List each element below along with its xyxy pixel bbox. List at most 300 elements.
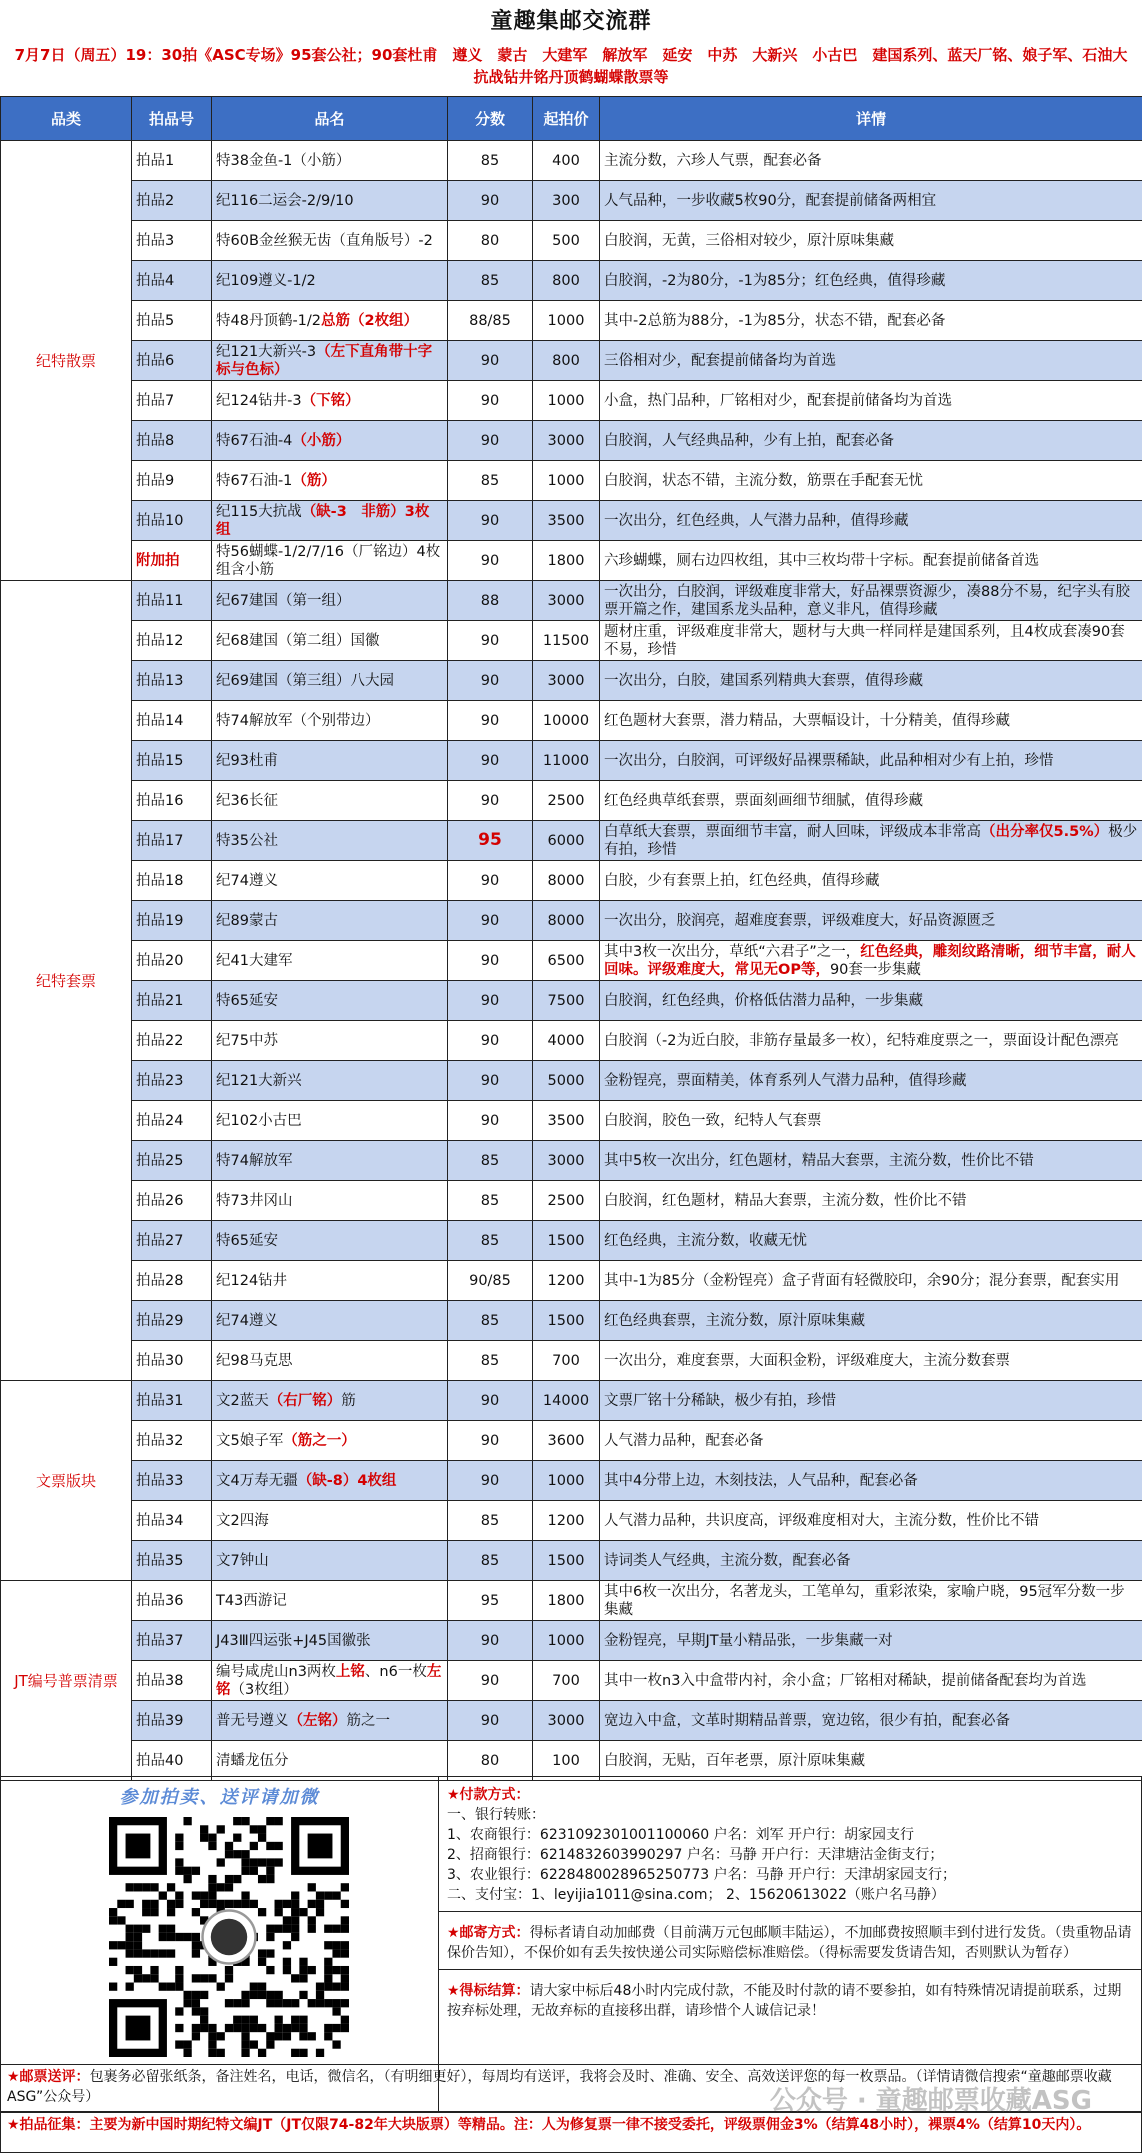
- lot-cell: [132, 1381, 212, 1421]
- score-value: 90: [480, 432, 500, 449]
- lot-number: 拍品33: [136, 1472, 184, 1489]
- item-name-highlight: （小筋）: [292, 432, 351, 449]
- detail-cell: [600, 1061, 1142, 1101]
- lot-number: 拍品25: [136, 1152, 184, 1169]
- detail-cell: [600, 1221, 1142, 1261]
- score-value: 90: [480, 1712, 500, 1729]
- price-value: 6000: [547, 832, 585, 849]
- detail-text: 一次出分，难度套票，大面积金粉，评级难度大，主流分数套票: [604, 1352, 1010, 1369]
- price-value: 3600: [547, 1432, 585, 1449]
- price-value: 8000: [547, 912, 585, 929]
- item-name: 纪93杜甫: [216, 752, 278, 769]
- detail-text: 一次出分，胶润亮，超难度套票，评级难度大，好品资源匮乏: [604, 912, 996, 929]
- price-value: 11000: [542, 752, 590, 769]
- lot-number: 拍品34: [136, 1512, 184, 1529]
- price-value: 1200: [547, 1512, 585, 1529]
- table-row: [1, 1021, 1142, 1061]
- lot-cell: [132, 141, 212, 181]
- price-cell: [533, 381, 600, 421]
- detail-cell: [600, 141, 1142, 181]
- lot-number: 拍品40: [136, 1752, 184, 1769]
- footer-panel: [0, 1776, 1142, 2113]
- table-row: [1, 1701, 1142, 1741]
- score-cell: [448, 821, 533, 861]
- price-value: 11500: [542, 632, 590, 649]
- item-name: 特35公社: [216, 832, 278, 849]
- detail-cell: [600, 941, 1142, 981]
- item-name: 纪41大建军: [216, 952, 293, 969]
- score-value: 90: [480, 1392, 500, 1409]
- score-cell: [448, 1541, 533, 1581]
- score-cell: [448, 701, 533, 741]
- name-cell: [212, 1741, 448, 1781]
- score-cell: [448, 381, 533, 421]
- item-name: 纪98马克思: [216, 1352, 293, 1369]
- score-value: 90: [480, 1072, 500, 1089]
- score-cell: [448, 981, 533, 1021]
- lot-number: 拍品20: [136, 952, 184, 969]
- lot-number: 拍品35: [136, 1552, 184, 1569]
- header-category: 品类: [1, 97, 132, 141]
- name-cell: [212, 581, 448, 621]
- score-value: 90/85: [469, 1272, 511, 1289]
- score-value: 90: [480, 912, 500, 929]
- score-value: 90: [480, 512, 500, 529]
- score-value: 85: [480, 1232, 500, 1249]
- item-name: 特67石油-4: [216, 432, 293, 449]
- detail-cell: [600, 861, 1142, 901]
- table-row: [1, 381, 1142, 421]
- item-name: 纪124钻井: [216, 1272, 288, 1289]
- bank-line-1: 1、农商银行：6231092301001100060 户名：刘军 开户行：胡家园支行: [447, 1827, 915, 1843]
- table-row: [1, 461, 1142, 501]
- lot-number: 拍品16: [136, 792, 184, 809]
- price-cell: [533, 821, 600, 861]
- score-cell: [448, 1501, 533, 1541]
- score-cell: [448, 1101, 533, 1141]
- table-header-row: [1, 97, 1142, 141]
- price-value: 500: [552, 232, 580, 249]
- detail-cell: [600, 541, 1142, 581]
- lot-cell: [132, 661, 212, 701]
- detail-text: 主流分数，六珍人气票，配套必备: [604, 152, 822, 169]
- detail-cell: [600, 1701, 1142, 1741]
- detail-cell: [600, 461, 1142, 501]
- detail-text: 其中6枚一次出分，名著龙头，工笔单勾，重彩浓染，家喻户晓，95冠军分数一步集藏: [604, 1583, 1125, 1618]
- lot-cell: [132, 1021, 212, 1061]
- lot-cell: [132, 1221, 212, 1261]
- detail-text: 人气潜力品种，配套必备: [604, 1432, 764, 1449]
- name-cell: [212, 1541, 448, 1581]
- lot-cell: [132, 301, 212, 341]
- price-value: 1500: [547, 1552, 585, 1569]
- price-value: 400: [552, 152, 580, 169]
- price-cell: [533, 1621, 600, 1661]
- item-name: 特65延安: [216, 992, 278, 1009]
- price-cell: [533, 461, 600, 501]
- detail-text: 红色经典草纸套票，票面刻画细节细腻，值得珍藏: [604, 792, 923, 809]
- lot-cell: [132, 181, 212, 221]
- price-cell: [533, 661, 600, 701]
- detail-text: 其中4分带上边，木刻技法，人气品种，配套必备: [604, 1472, 918, 1489]
- table-row: [1, 141, 1142, 181]
- item-name-highlight: （缺-8）4枚组: [297, 1472, 397, 1489]
- lot-number: 拍品3: [136, 232, 175, 249]
- score-value: 90: [480, 752, 500, 769]
- detail-cell: [600, 661, 1142, 701]
- score-cell: [448, 901, 533, 941]
- lot-number: 拍品11: [136, 592, 184, 609]
- price-cell: [533, 541, 600, 581]
- detail-text: 金粉锃亮，早期JT量小精品张，一步集藏一对: [604, 1632, 893, 1649]
- score-cell: [448, 1061, 533, 1101]
- lot-cell: [132, 381, 212, 421]
- price-cell: [533, 1181, 600, 1221]
- appraisal-header: ★邮票送评：: [7, 2069, 90, 2085]
- item-name-highlight-2: 左铭: [216, 1663, 442, 1698]
- detail-text: 题材庄重，评级难度非常大，题材与大典一样同样是建国系列，且4枚成套凑90套不易，珍惜: [604, 623, 1125, 658]
- score-cell: [448, 501, 533, 541]
- lot-cell: [132, 1581, 212, 1621]
- score-cell: [448, 661, 533, 701]
- detail-cell: [600, 1661, 1142, 1701]
- score-cell: [448, 261, 533, 301]
- table-row: [1, 1421, 1142, 1461]
- detail-text: 一次出分，白胶，建国系列精典大套票，值得珍藏: [604, 672, 923, 689]
- item-name: 纪116二运会-2/9/10: [216, 192, 354, 209]
- score-value: 90: [480, 552, 500, 569]
- price-value: 700: [552, 1352, 580, 1369]
- score-cell: [448, 1301, 533, 1341]
- price-value: 100: [552, 1752, 580, 1769]
- score-cell: [448, 1221, 533, 1261]
- lot-cell: [132, 1501, 212, 1541]
- detail-cell: [600, 1381, 1142, 1421]
- price-value: 6500: [547, 952, 585, 969]
- name-cell: [212, 981, 448, 1021]
- score-value: 90: [480, 712, 500, 729]
- detail-text: 其中3枚一次出分，草纸“六君子”之一，: [604, 943, 861, 960]
- auction-table: [0, 96, 1142, 1781]
- table-row: [1, 1181, 1142, 1221]
- item-name: 纪121大新兴: [216, 1072, 302, 1089]
- lot-number: 拍品23: [136, 1072, 184, 1089]
- detail-cell: [600, 381, 1142, 421]
- score-value: 90: [480, 1672, 500, 1689]
- score-cell: [448, 1701, 533, 1741]
- price-cell: [533, 221, 600, 261]
- detail-text: 诗词类人气经典，主流分数，配套必备: [604, 1552, 851, 1569]
- name-cell: [212, 461, 448, 501]
- price-value: 8000: [547, 872, 585, 889]
- bank-line-2: 2、招商银行：6214832603990297 户名：马静 开户行：天津塘沽金街支行；: [447, 1847, 944, 1863]
- table-row: [1, 901, 1142, 941]
- table-row: [1, 821, 1142, 861]
- score-value: 88: [480, 592, 500, 609]
- score-value: 90: [480, 1472, 500, 1489]
- detail-text: 人气品种，一步收藏5枚90分，配套提前储备两相宜: [604, 192, 937, 209]
- qr-section: [1, 1777, 439, 2112]
- item-name: 清蟠龙伍分: [216, 1752, 289, 1769]
- price-cell: [533, 1021, 600, 1061]
- price-cell: [533, 261, 600, 301]
- item-name: 特73井冈山: [216, 1192, 293, 1209]
- lot-number: 拍品12: [136, 632, 184, 649]
- price-value: 7500: [547, 992, 585, 1009]
- price-value: 800: [552, 272, 580, 289]
- lot-number: 拍品27: [136, 1232, 184, 1249]
- price-cell: [533, 1461, 600, 1501]
- price-value: 1800: [547, 1592, 585, 1609]
- table-row: [1, 1621, 1142, 1661]
- score-value: 90: [480, 192, 500, 209]
- detail-text: 白胶润，无黄，三俗相对较少，原汁原味集藏: [604, 232, 894, 249]
- item-name: 纪89蒙古: [216, 912, 278, 929]
- detail-cell: [600, 1501, 1142, 1541]
- price-value: 1500: [547, 1312, 585, 1329]
- price-cell: [533, 1501, 600, 1541]
- price-cell: [533, 941, 600, 981]
- detail-text: 白胶，少有套票上拍，红色经典，值得珍藏: [604, 872, 880, 889]
- detail-text: 白草纸大套票，票面细节丰富，耐人回味，评级成本非常高: [604, 823, 981, 840]
- table-row: [1, 1301, 1142, 1341]
- price-cell: [533, 741, 600, 781]
- bank-title: 一、银行转账：: [447, 1807, 545, 1823]
- price-cell: [533, 301, 600, 341]
- lot-number: 拍品30: [136, 1352, 184, 1369]
- price-cell: [533, 501, 600, 541]
- item-name-highlight: （下铭）: [301, 392, 360, 409]
- score-cell: [448, 461, 533, 501]
- table-row: [1, 341, 1142, 381]
- score-cell: [448, 1461, 533, 1501]
- score-value: 88/85: [469, 312, 511, 329]
- name-cell: [212, 1341, 448, 1381]
- payment-section: [439, 1777, 1141, 2112]
- price-value: 3000: [547, 1152, 585, 1169]
- score-cell: [448, 1581, 533, 1621]
- price-cell: [533, 781, 600, 821]
- score-cell: [448, 1381, 533, 1421]
- lot-cell: [132, 821, 212, 861]
- score-cell: [448, 301, 533, 341]
- item-name-highlight: （筋之一）: [283, 1432, 356, 1449]
- table-row: [1, 701, 1142, 741]
- lot-number: 拍品36: [136, 1592, 184, 1609]
- item-name: 普无号遵义: [216, 1712, 289, 1729]
- alipay-line: 二、支付宝：1、leyijia1011@sina.com； 2、15620613022（账户名马静）: [447, 1887, 945, 1903]
- detail-cell: [600, 1581, 1142, 1621]
- page-subtitle: 7月7日（周五）19：30拍《ASC专场》95套公社；90套杜甫 遵义 蒙古 大建军 解放军 延安 中苏 大新兴 小古巴 建国系列、蓝天厂铭、娘子军、石油大抗战钻井铭丹顶鹤蝴蝶散票等: [14, 46, 1128, 86]
- lot-number: 拍品13: [136, 672, 184, 689]
- detail-text: 其中5枚一次出分，红色题材，精品大套票，主流分数，性价比不错: [604, 1152, 1034, 1169]
- lot-number: 拍品29: [136, 1312, 184, 1329]
- item-name: T43西游记: [216, 1592, 287, 1609]
- score-value: 80: [480, 1752, 500, 1769]
- lot-cell: [132, 341, 212, 381]
- score-value: 85: [480, 1352, 500, 1369]
- price-value: 3000: [547, 592, 585, 609]
- item-name: 纪74遵义: [216, 1312, 278, 1329]
- lot-cell: [132, 1541, 212, 1581]
- detail-text: 其中一枚n3入中盒带内衬，余小盒；厂铭相对稀缺，提前储备配套均为首选: [604, 1672, 1087, 1689]
- table-row: [1, 421, 1142, 461]
- lot-cell: [132, 1301, 212, 1341]
- name-cell: [212, 541, 448, 581]
- detail-text: 白胶润，胶色一致，纪特人气套票: [604, 1112, 822, 1129]
- name-cell: [212, 1101, 448, 1141]
- lot-number: 拍品9: [136, 472, 175, 489]
- name-cell: [212, 261, 448, 301]
- detail-text: 白胶润，红色经典，价格低估潜力品种，一步集藏: [604, 992, 923, 1009]
- score-value: 95: [478, 830, 502, 850]
- item-name: 纪102小古巴: [216, 1112, 302, 1129]
- price-value: 3000: [547, 672, 585, 689]
- score-cell: [448, 1021, 533, 1061]
- detail-cell: [600, 1021, 1142, 1061]
- name-cell: [212, 1061, 448, 1101]
- detail-text: 白胶润，红色题材，精品大套票，主流分数，性价比不错: [604, 1192, 967, 1209]
- score-cell: [448, 221, 533, 261]
- collection-note: ★拍品征集：主要为新中国时期纪特文编JT（JT仅限74-82年大块版票）等精品。注：人为修复票一律不接受委托，评级票佣金3%（结算48小时），裸票4%（结算10天内）。: [0, 2112, 1142, 2153]
- wechat-qr-icon[interactable]: [109, 1817, 349, 2057]
- price-value: 1000: [547, 472, 585, 489]
- score-cell: [448, 341, 533, 381]
- detail-cell: [600, 821, 1142, 861]
- name-cell: [212, 301, 448, 341]
- header-lot: 拍品号: [132, 97, 212, 141]
- mail-text: 得标者请自动加邮费（目前满万元包邮顺丰陆运），不加邮费按照顺丰到付进行发货。（贵重物品请保价告知），不保价如有丢失按快递公司实际赔偿标准赔偿。（得标需要发货请告知，否则默认为暂存）: [447, 1925, 1132, 1961]
- header-price: 起拍价: [533, 97, 600, 141]
- price-value: 4000: [547, 1032, 585, 1049]
- score-value: 90: [480, 952, 500, 969]
- score-value: 85: [480, 152, 500, 169]
- table-row: [1, 1661, 1142, 1701]
- detail-text: 白胶润，-2为80分，-1为85分；红色经典，值得珍藏: [604, 272, 946, 289]
- lot-cell: [132, 581, 212, 621]
- score-value: 90: [480, 1112, 500, 1129]
- detail-text: 一次出分，红色经典，人气潜力品种，值得珍藏: [604, 512, 909, 529]
- price-cell: [533, 1301, 600, 1341]
- lot-cell: [132, 1101, 212, 1141]
- detail-tail: 极少有拍，珍惜: [604, 823, 1138, 858]
- price-value: 1000: [547, 392, 585, 409]
- bank-line-3: 3、农业银行：6228480028965250773 户名：马静 开户行：天津胡家园支行；: [447, 1867, 957, 1883]
- price-value: 1500: [547, 1232, 585, 1249]
- detail-text: 红色经典，主流分数，收藏无忧: [604, 1232, 807, 1249]
- item-name-highlight: （右厂铭）: [268, 1392, 342, 1409]
- lot-cell: [132, 1061, 212, 1101]
- price-cell: [533, 701, 600, 741]
- name-cell: [212, 1501, 448, 1541]
- price-value: 5000: [547, 1072, 585, 1089]
- score-cell: [448, 1661, 533, 1701]
- item-name-highlight: （左下直角带十字标与色标）: [216, 343, 433, 378]
- lot-cell: [132, 861, 212, 901]
- name-cell: [212, 661, 448, 701]
- detail-cell: [600, 1421, 1142, 1461]
- lot-cell: [132, 221, 212, 261]
- detail-text: 小盒，热门品种，厂铭相对少，配套提前储备均为首选: [604, 392, 952, 409]
- price-value: 2500: [547, 1192, 585, 1209]
- table-row: [1, 1581, 1142, 1621]
- category-cell: 文票版块: [1, 1381, 132, 1581]
- lot-number: 拍品10: [136, 512, 184, 529]
- detail-cell: [600, 1181, 1142, 1221]
- name-cell: [212, 141, 448, 181]
- price-value: 3000: [547, 1712, 585, 1729]
- table-row: [1, 221, 1142, 261]
- name-cell: [212, 1461, 448, 1501]
- table-row: [1, 181, 1142, 221]
- item-name: 纪121大新兴-3: [216, 343, 317, 360]
- name-cell: [212, 1301, 448, 1341]
- detail-cell: [600, 341, 1142, 381]
- score-value: 90: [480, 1432, 500, 1449]
- item-name: 特65延安: [216, 1232, 278, 1249]
- lot-number: 拍品15: [136, 752, 184, 769]
- table-row: [1, 981, 1142, 1021]
- item-name-tail: 筋之一: [346, 1712, 390, 1729]
- item-name: 纪69建国（第三组）八大园: [216, 672, 394, 689]
- table-row: [1, 1141, 1142, 1181]
- price-cell: [533, 341, 600, 381]
- lot-cell: [132, 461, 212, 501]
- table-row: [1, 1461, 1142, 1501]
- lot-cell: [132, 1261, 212, 1301]
- item-name: 纪67建国（第一组）: [216, 592, 351, 609]
- score-cell: [448, 861, 533, 901]
- detail-text: 三俗相对少，配套提前储备均为首选: [604, 352, 836, 369]
- lot-number: 拍品8: [136, 432, 175, 449]
- detail-cell: [600, 1621, 1142, 1661]
- category-cell: JT编号普票清票: [1, 1581, 132, 1781]
- table-row: [1, 541, 1142, 581]
- lot-number: 拍品7: [136, 392, 175, 409]
- detail-text: 文票厂铭十分稀缺，极少有拍，珍惜: [604, 1392, 836, 1409]
- score-cell: [448, 581, 533, 621]
- category-cell: 纪特散票: [1, 141, 132, 581]
- name-cell: [212, 341, 448, 381]
- item-name: 特48丹顶鹤-1/2: [216, 312, 322, 329]
- price-value: 1800: [547, 552, 585, 569]
- table-row: [1, 1381, 1142, 1421]
- name-cell: [212, 1141, 448, 1181]
- score-value: 90: [480, 1632, 500, 1649]
- price-cell: [533, 1141, 600, 1181]
- name-cell: [212, 941, 448, 981]
- lot-cell: [132, 261, 212, 301]
- detail-cell: [600, 1141, 1142, 1181]
- detail-cell: [600, 261, 1142, 301]
- name-cell: [212, 701, 448, 741]
- detail-text: 人气潜力品种，共识度高，评级难度相对大，主流分数，性价比不错: [604, 1512, 1039, 1529]
- table-row: [1, 621, 1142, 661]
- detail-cell: [600, 781, 1142, 821]
- score-value: 85: [480, 1512, 500, 1529]
- price-cell: [533, 1701, 600, 1741]
- price-cell: [533, 1341, 600, 1381]
- header-score: 分数: [448, 97, 533, 141]
- price-cell: [533, 421, 600, 461]
- price-value: 1000: [547, 1472, 585, 1489]
- item-name: 纪74遵义: [216, 872, 278, 889]
- price-value: 300: [552, 192, 580, 209]
- table-row: [1, 781, 1142, 821]
- lot-number: 拍品1: [136, 152, 175, 169]
- table-row: [1, 1101, 1142, 1141]
- table-row: [1, 581, 1142, 621]
